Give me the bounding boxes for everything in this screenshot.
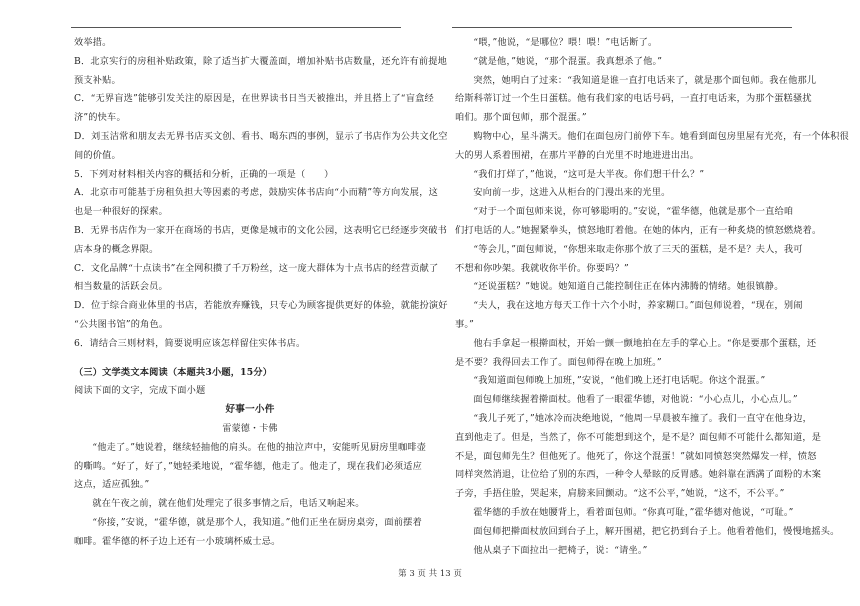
left-line: B．无界书店作为一家开在商场的书店，更像是城市的文化公园，这表明它已经逐步突破书	[74, 224, 448, 236]
left-line: 咖啡。霍华德的杯子边上还有一小玻璃杯威士忌。	[74, 535, 281, 547]
left-line: 也是一种很好的探索。	[74, 206, 168, 218]
left-line: 预支补贴。	[74, 74, 121, 86]
left-column	[74, 34, 448, 552]
left-line: 6．请结合三则材料，简要说明应该怎样留住实体书店。	[74, 337, 306, 349]
right-line: 面包师继续握着擀面杖。他看了一眼霍华德，对他说：“小心点儿，小心点儿。”	[473, 394, 798, 406]
right-line: 们打电话的人。”她握紧拳头，愤怒地盯着他。在她的体内，正有一种炙烧的愤怒燃烧着。	[455, 224, 822, 236]
left-line: D．刘玉洁常和朋友去无界书店买文创、看书、喝东西的事例，显示了书店作为公共文化空	[74, 130, 448, 142]
left-line: 就在午夜之前，就在他们处理完了很多事情之后，电话又响起来。	[92, 498, 365, 510]
left-line	[74, 354, 426, 364]
left-line: （三）文学类文本阅读（本题共3小题，15分）	[74, 366, 273, 378]
right-line: 同样突然消退，让位给了别的东西，一种令人晕眩的反胃感。她斜靠在洒满了面粉的木案	[455, 469, 822, 481]
right-line: 不是，面包师先生？但他死了。他死了，你这个混蛋！”就如同愤怒突然爆发一样，愤怒	[455, 450, 817, 462]
left-line: 阅读下面的文字，完成下面小题	[74, 385, 206, 397]
left-line: “你接，”安说，“霍华德，就是那个人，我知道。”他们正坐在厨房桌旁，面前摆着	[92, 516, 422, 528]
right-line: “我们打烊了，”他说，“这可是大半夜。你们想干什么？”	[473, 168, 705, 180]
right-line: “等会儿，”面包师说，“你想来取走你那个放了三天的蛋糕，是不是？夫人，我可	[473, 243, 803, 255]
left-column-top-rule	[71, 27, 401, 28]
left-line: A．北京市可能基于房租负担大等因素的考虑，鼓励实体书店向“小而精”等方向发展，这	[74, 187, 438, 199]
left-line: 相当数量的活跃会员。	[74, 281, 168, 293]
left-line: “公共图书馆”的角色。	[74, 318, 169, 330]
page-footer: 第 3 页 共 13 页	[398, 569, 462, 579]
right-line: “我儿子死了，”她冰冷而决绝地说，“他周一早晨被车撞了。我们一直守在他身边，	[473, 412, 813, 424]
right-line: “就是他，”她说，“那个混蛋。我真想杀了他。”	[473, 55, 663, 67]
left-line: C．文化品牌“十点读书”在全网积攒了千万粉丝，这一庞大群体为十点书店的经营贡献了	[74, 262, 439, 274]
right-line: “对于一个面包师来说，你可够聪明的。”安说，“霍华德，他就是那个一直给咱	[473, 206, 794, 218]
left-line: 5．下列对材料相关内容的概括和分析，正确的一项是（ ）	[74, 168, 334, 180]
right-line: 不想和你吵架。我就收你半价。你要吗？”	[455, 262, 629, 274]
left-line: 好事一小件	[225, 404, 275, 416]
left-line: 的嘶鸣。“好了，好了，”她轻柔地说，“霍华德，他走了。他走了，现在我们必须适应	[74, 460, 423, 472]
left-line: B．北京实行的房租补贴政策，除了适当扩大覆盖面，增加补贴书店数量，还允许有前提地	[74, 55, 448, 67]
right-line: 他从桌子下面拉出一把椅子，说：“请坐。”	[473, 544, 648, 556]
right-line: “我知道面包师晚上加班，”安说，“他们晚上还打电话呢。你这个混蛋。”	[473, 375, 766, 387]
left-line: 间的价值。	[74, 149, 121, 161]
right-line: 他右手拿起一根擀面杖，开始一颤一颤地拍在左手的掌心上。“你是要那个蛋糕，还	[473, 337, 817, 349]
right-column-top-rule	[452, 27, 792, 28]
left-line: 济”的快车。	[74, 112, 126, 124]
right-line: 咱们。那个面包师，那个混蛋。”	[455, 112, 587, 124]
left-line: C．“无界盲选”能够引发关注的原因是，在世界读书日当天被推出，并且搭上了“盲盒经	[74, 93, 434, 105]
left-line: 雷蒙德・卡佛	[222, 423, 278, 434]
right-line: 直到他走了。但是，当然了，你不可能想到这个，是不是？面包师不可能什么都知道，是	[455, 431, 822, 443]
left-line: “他走了。”她说着，继续轻抽他的肩头。在他的抽泣声中，安能听见厨房里咖啡壶	[92, 441, 427, 453]
right-line: 购物中心，星斗满天。他们在面包房门前停下车。她看到面包房里屋有光亮，有一个体积很	[473, 130, 849, 142]
left-line: D．位于综合商业体里的书店，若能放弃赚钱，只专心为顾客提供更好的体验，就能扮演好	[74, 300, 448, 312]
right-column	[455, 34, 849, 560]
right-line: 霍华德的手放在她腰背上，看着面包师。“你真可耻，”霍华德对他说，“可耻。”	[473, 506, 794, 518]
left-line: 店本身的概念界限。	[74, 243, 159, 255]
right-line: “还说蛋糕？”她说。她知道自己能控制住正在体内沸腾的情绪。她很镇静。	[473, 281, 784, 293]
left-line: 效举措。	[74, 37, 112, 48]
left-line: 这点，适应孤独。”	[74, 479, 150, 491]
right-line: “夫人，我在这地方每天工作十六个小时，养家糊口。”面包师说着，“现在，别闹	[473, 300, 803, 312]
right-line: 子旁，手捂住脸，哭起来，肩膀来回颤动。“这不公平，”她说，“这不，不公平。”	[455, 488, 785, 500]
right-line: 安向前一步，这进入从柜台的门漫出来的光里。	[473, 187, 671, 199]
right-line: 突然，她明白了过来：“我知道是谁一直打电话来了，就是那个面包师。我在他那儿	[473, 74, 817, 86]
right-line: 给斯科蒂订过一个生日蛋糕。他有我们家的电话号码，一直打电话来，为那个蛋糕骚扰	[455, 93, 812, 105]
right-line: 事。”	[455, 318, 475, 330]
right-line: 是不要？我得回去工作了。面包师得在晚上加班。”	[455, 356, 662, 368]
right-line: “喂，”他说，“是哪位？喂！喂！”电话断了。	[473, 37, 658, 48]
right-line: 面包师把擀面杖放回到台子上，解开围裙，把它扔到台子上。他看着他们，慢慢地摇头。	[473, 525, 840, 537]
right-line: 大的男人系着围裙，在那片平静的白光里不时地进进出出。	[455, 149, 700, 161]
